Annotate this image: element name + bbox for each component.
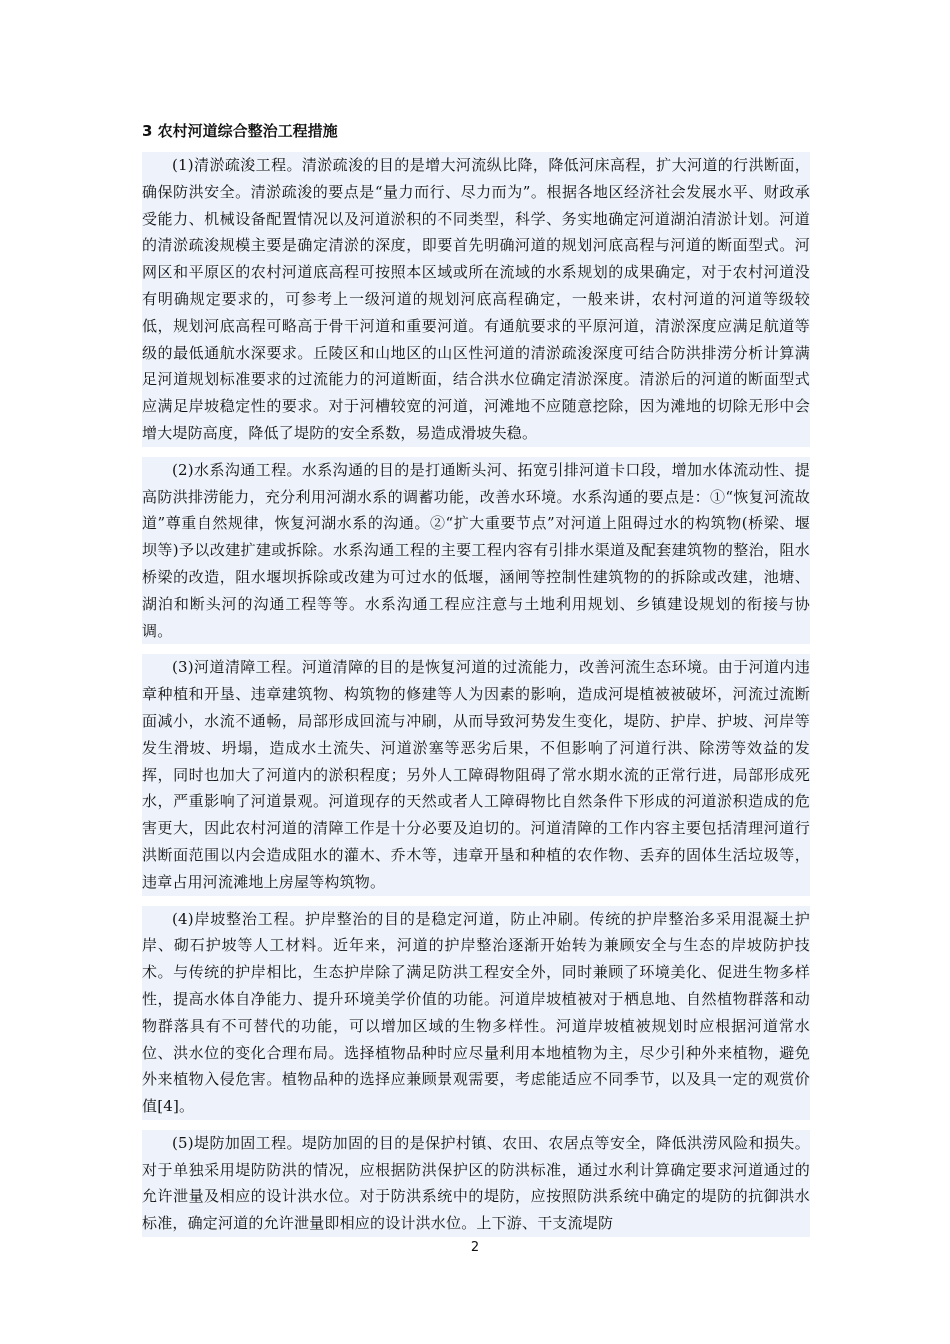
paragraph-obstacle-clearing (142, 654, 810, 895)
paragraph-dredging (142, 152, 810, 447)
paragraph-embankment (142, 1130, 810, 1237)
page-content (142, 120, 810, 1247)
paragraph-bank-slope (142, 906, 810, 1120)
paragraph-text: (3)河道清障工程。河道清障的目的是恢复河道的过流能力，改善河流生态环境。由于河道内违章种植和开垦、违章建筑物、构筑物的修建等人为因素的影响，造成河堤植被被破坏，河流过流断面减小，水流不通畅，局部形成回流与冲刷，从而导致河势发生变化，堤防、护岸、护坡、河岸等发生滑坡、坍塌，造成水土流失、河道淤塞等恶劣后果，不但影响了河道行洪、除涝等效益的发挥，同时也加大了河道内的淤积程度；另外人工障碍物阻碍了常水期水流的正常行进，局部形成死水，严重影响了河道景观。河道现存的天然或者人工障碍物比自然条件下形成的河道淤积造成的危害更大，因此农村河道的清障工作是十分必要及迫切的。河道清障的工作内容主要包括清理河道行洪断面范围以内会造成阻水的灌木、乔木等，违章开垦和种植的农作物、丢弃的固体生活垃圾等，违章占用河流滩地上房屋等构筑物。 (142, 658, 810, 891)
paragraph-text: (2)水系沟通工程。水系沟通的目的是打通断头河、拓宽引排河道卡口段，增加水体流动性、提高防洪排涝能力，充分利用河湖水系的调蓄功能，改善水环境。水系沟通的要点是：①“恢复河流故道”尊重自然规律，恢复河湖水系的沟通。②“扩大重要节点”对河道上阻碍过水的构筑物(桥梁、堰坝等)予以改建扩建或拆除。水系沟通工程的主要工程内容有引排水渠道及配套建筑物的整治，阻水桥梁的改造，阻水堰坝拆除或改建为可过水的低堰，涵闸等控制性建筑物的的拆除或改建，池塘、湖泊和断头河的沟通工程等等。水系沟通工程应注意与土地利用规划、乡镇建设规划的衔接与协调。 (142, 460, 810, 640)
paragraph-text: (5)堤防加固工程。堤防加固的目的是保护村镇、农田、农居点等安全，降低洪涝风险和损失。对于单独采用堤防防洪的情况，应根据防洪保护区的防洪标准，通过水利计算确定要求河道通过的允许泄量及相应的设计洪水位。对于防洪系统中的堤防，应按照防洪系统中确定的堤防的抗御洪水标准，确定河道的允许泄量即相应的设计洪水位。上下游、干支流堤防 (142, 1133, 810, 1233)
paragraph-text: (1)清淤疏浚工程。清淤疏浚的目的是增大河流纵比降，降低河床高程，扩大河道的行洪断面，确保防洪安全。清淤疏浚的要点是“量力而行、尽力而为”。根据各地区经济社会发展水平、财政承受能力、机械设备配置情况以及河道淤积的不同类型，科学、务实地确定河道湖泊清淤计划。河道的清淤疏浚规模主要是确定清淤的深度，即要首先明确河道的规划河底高程与河道的断面型式。河网区和平原区的农村河道底高程可按照本区域或所在流域的水系规划的成果确定，对于农村河道没有明确规定要求的，可参考上一级河道的规划河底高程确定，一般来讲，农村河道的河道等级较低，规划河底高程可略高于骨干河道和重要河道。有通航要求的平原河道，清淤深度应满足航道等级的最低通航水深要求。丘陵区和山地区的山区性河道的清淤疏浚深度可结合防洪排涝分析计算满足河道规划标准要求的过流能力的河道断面，结合洪水位确定清淤深度。清淤后的河道的断面型式应满足岸坡稳定性的要求。对于河槽较宽的河道，河滩地不应随意挖除，因为滩地的切除无形中会增大堤防高度，降低了堤防的安全系数，易造成滑坡失稳。 (142, 156, 810, 442)
paragraph-text: (4)岸坡整治工程。护岸整治的目的是稳定河道，防止冲刷。传统的护岸整治多采用混凝土护岸、砌石护坡等人工材料。近年来，河道的护岸整治逐渐开始转为兼顾安全与生态的岸坡防护技术。与传统的护岸相比，生态护岸除了满足防洪工程安全外，同时兼顾了环境美化、促进生物多样性，提高水体自净能力、提升环境美学价值的功能。河道岸坡植被对于栖息地、自然植物群落和动物群落具有不可替代的功能，可以增加区域的生物多样性。河道岸坡植被规划时应根据河道常水位、洪水位的变化合理布局。选择植物品种时应尽量利用本地植物为主，尽少引种外来植物，避免外来植物入侵危害。植物品种的选择应兼顾景观需要，考虑能适应不同季节，以及具一定的观赏价值[4]。 (142, 909, 810, 1116)
section-heading: 3 农村河道综合整治工程措施 (142, 122, 338, 140)
page-number: 2 (470, 1240, 480, 1255)
paragraph-water-connection (142, 457, 810, 645)
